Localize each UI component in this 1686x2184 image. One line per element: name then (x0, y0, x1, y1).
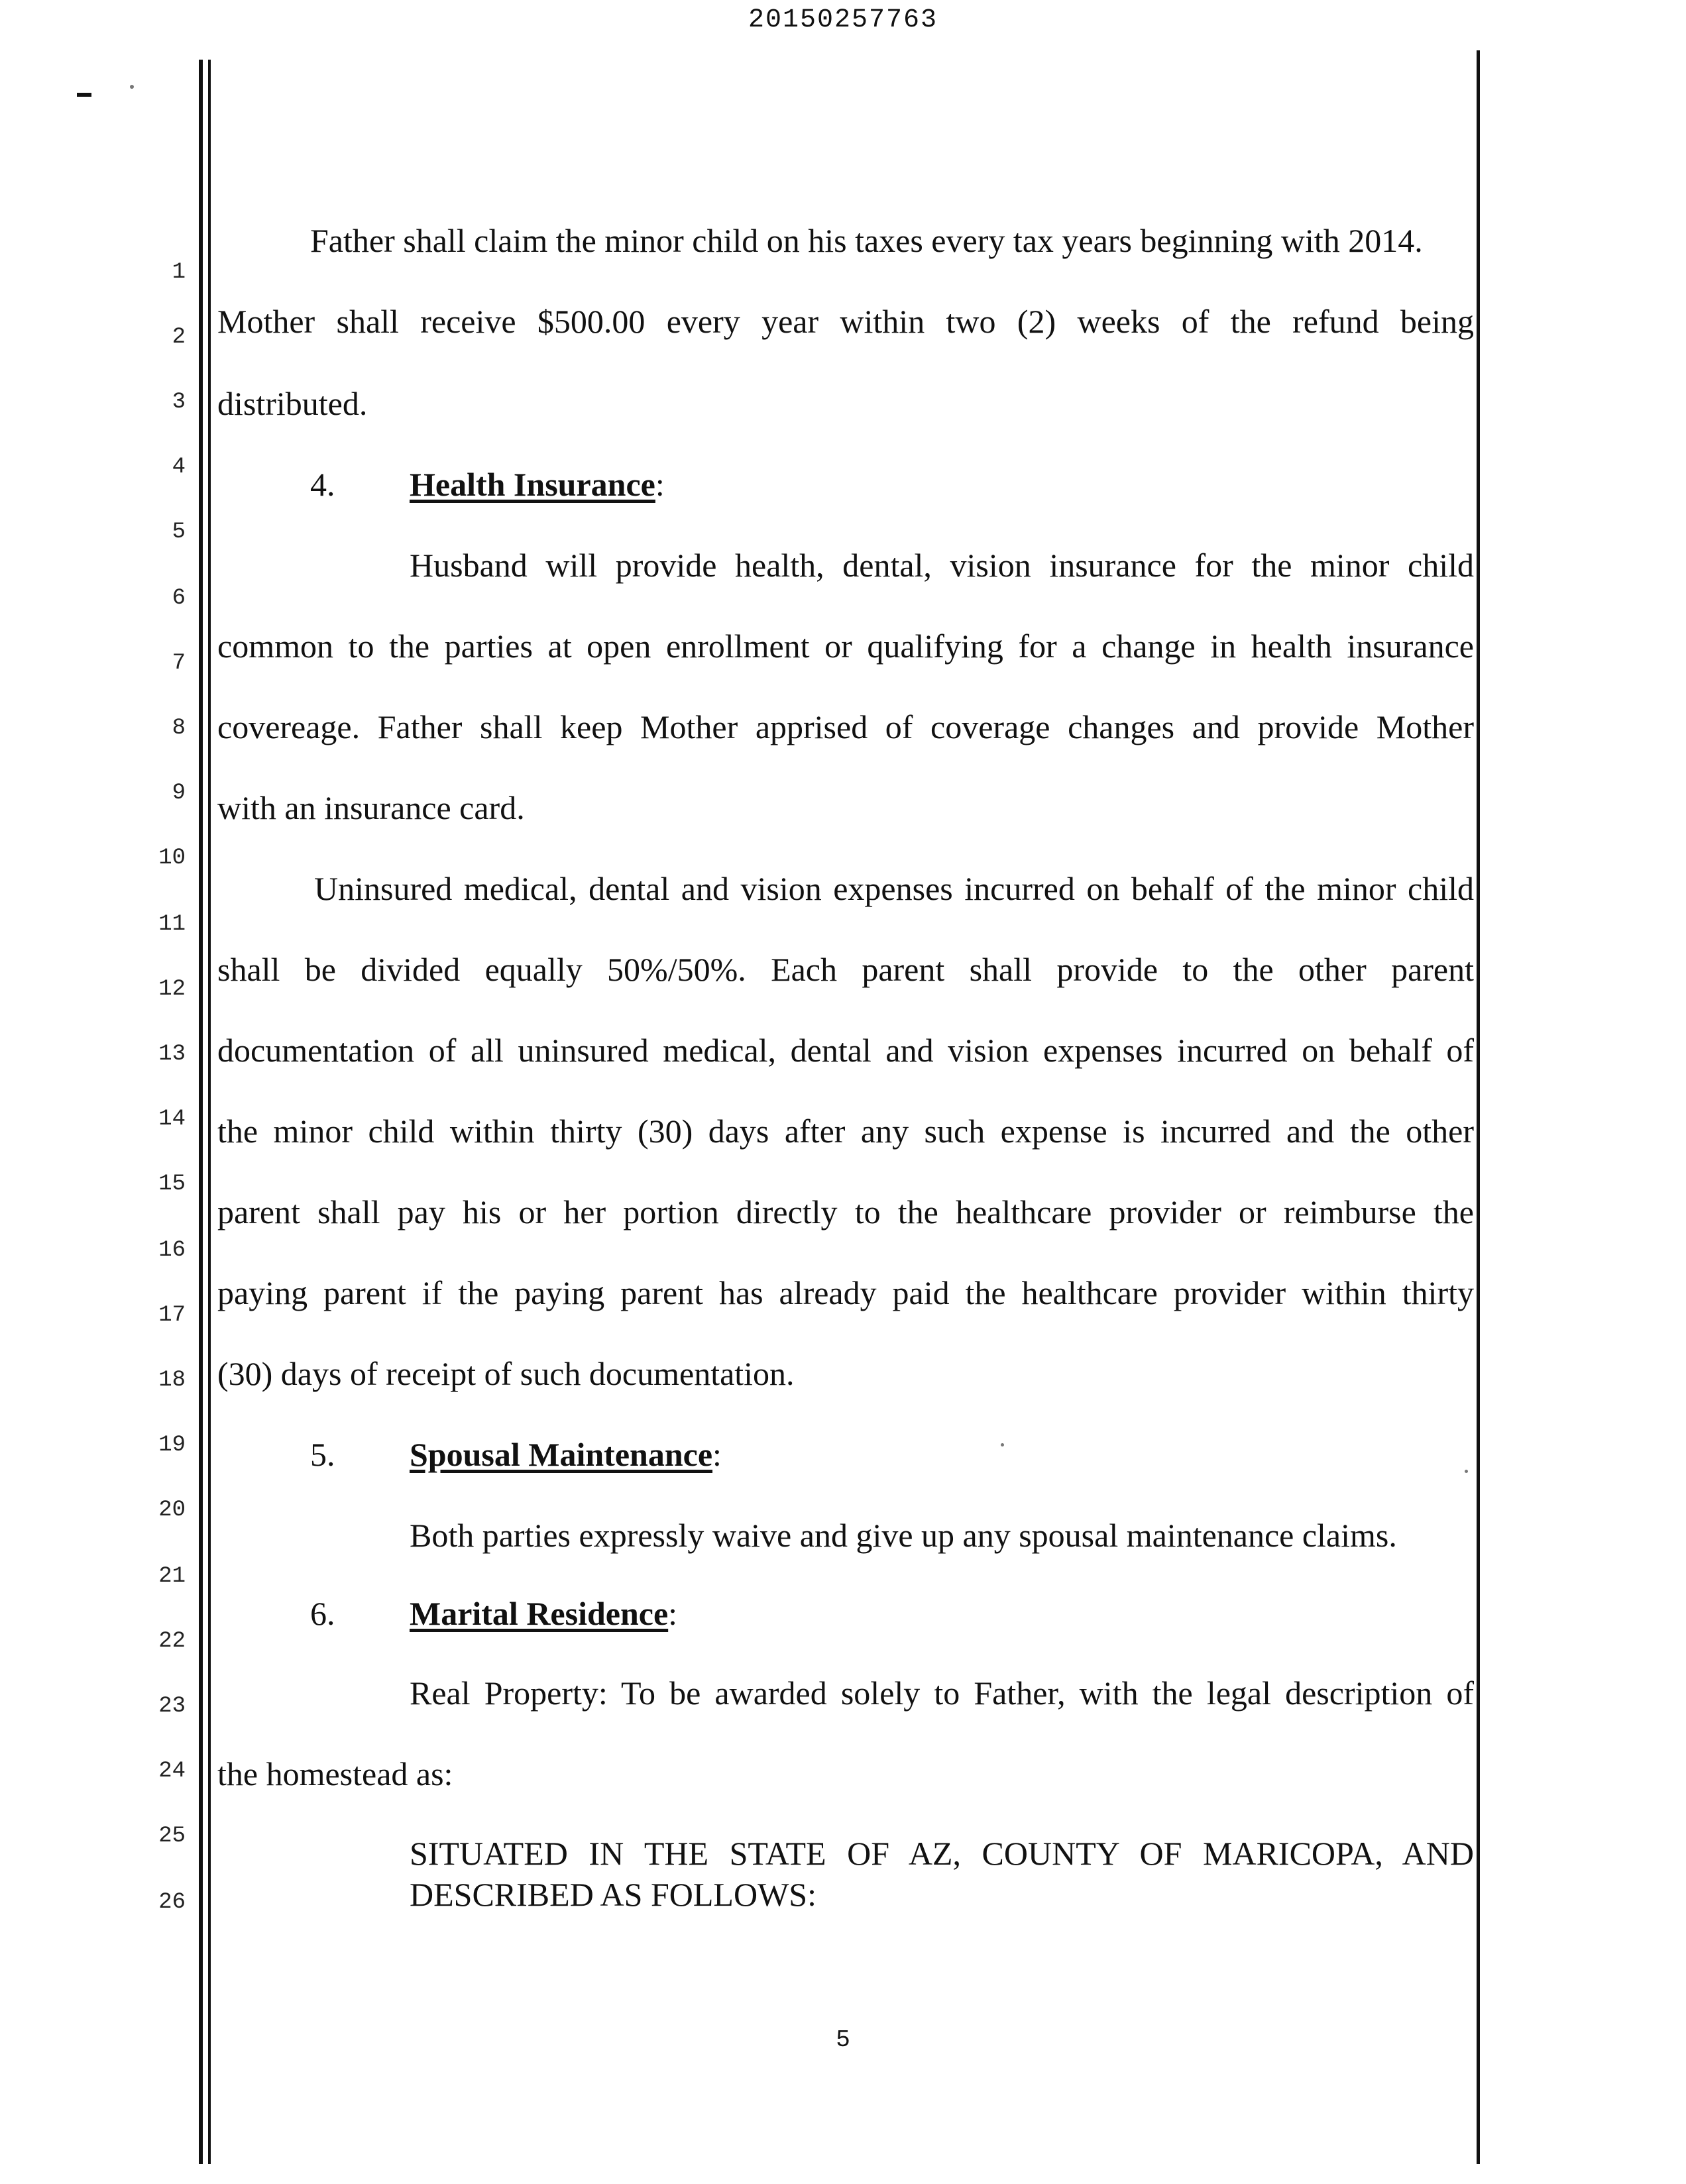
line-number: 16 (158, 1238, 186, 1263)
line-number: 5 (172, 519, 186, 545)
line-number: 24 (158, 1759, 186, 1784)
page-number: 5 (836, 2026, 850, 2053)
section-title: Health Insurance (410, 466, 655, 503)
section-number: 4. (310, 466, 335, 503)
line-number: 3 (172, 390, 186, 415)
section-title-colon: : (712, 1436, 722, 1473)
section-title: Marital Residence (410, 1595, 669, 1632)
line-number: 10 (158, 846, 186, 871)
line-number: 22 (158, 1629, 186, 1654)
left-margin-rule-inner (208, 60, 211, 2164)
line-number: 6 (172, 586, 186, 611)
body-line: (30) days of receipt of such documentation. (217, 1355, 795, 1392)
right-margin-rule (1477, 50, 1480, 2164)
line-number: 20 (158, 1498, 186, 1523)
line-number: 15 (158, 1172, 186, 1197)
section-title: Spousal Maintenance (410, 1436, 713, 1473)
body-line: the minor child within thirty (30) days after any such expense is incurred and the other (217, 1113, 1474, 1150)
line-number: 18 (158, 1368, 186, 1393)
section-title-colon: : (668, 1595, 678, 1632)
left-margin-rule (199, 60, 203, 2164)
body-line: Both parties expressly waive and give up any spousal maintenance claims. (410, 1517, 1397, 1554)
scan-mark (77, 93, 91, 97)
section-heading-marital-residence (310, 1597, 677, 1630)
body-line: covereage. Father shall keep Mother apprised of coverage changes and provide Mother (217, 708, 1474, 745)
section-title-colon: : (655, 466, 665, 503)
legal-description-line: DESCRIBED AS FOLLOWS: (410, 1876, 816, 1913)
body-line: documentation of all uninsured medical, dental and vision expenses incurred on behalf of (217, 1032, 1474, 1069)
body-line: Uninsured medical, dental and vision expenses incurred on behalf of the minor child (314, 870, 1474, 907)
line-number: 21 (158, 1564, 186, 1589)
body-line: Mother shall receive $500.00 every year within two (2) weeks of the refund being (217, 303, 1474, 340)
scan-speck (1001, 1443, 1004, 1447)
section-heading-health-insurance (310, 468, 665, 501)
body-line: parent shall pay his or her portion directly to the healthcare provider or reimburse the (217, 1193, 1474, 1230)
body-line: common to the parties at open enrollment or qualifying for a change in health insurance (217, 628, 1474, 665)
line-number: 2 (172, 325, 186, 350)
line-number: 26 (158, 1890, 186, 1915)
line-number: 13 (158, 1042, 186, 1067)
line-number: 12 (158, 977, 186, 1002)
line-number: 23 (158, 1694, 186, 1719)
line-number: 9 (172, 781, 186, 806)
document-number: 20150257763 (748, 5, 938, 35)
line-number: 17 (158, 1303, 186, 1328)
line-number: 1 (172, 260, 186, 285)
body-line: distributed. (217, 385, 368, 422)
body-line: shall be divided equally 50%/50%. Each parent shall provide to the other parent (217, 951, 1474, 988)
line-number: 19 (158, 1433, 186, 1458)
body-line: with an insurance card. (217, 789, 525, 826)
body-line: paying parent if the paying parent has already paid the healthcare provider within thirty (217, 1274, 1474, 1311)
line-number: 7 (172, 651, 186, 676)
body-line: Father shall claim the minor child on his taxes every tax years beginning with 2014. (310, 222, 1423, 259)
section-number: 6. (310, 1595, 335, 1632)
body-line: Real Property: To be awarded solely to Father, with the legal description of (410, 1674, 1474, 1712)
section-heading-spousal-maintenance (310, 1438, 722, 1471)
section-number: 5. (310, 1436, 335, 1473)
line-number: 4 (172, 455, 186, 480)
legal-description-line: SITUATED IN THE STATE OF AZ, COUNTY OF MARICOPA, AND (410, 1835, 1474, 1872)
line-number: 11 (158, 912, 186, 937)
body-line: Husband will provide health, dental, vision insurance for the minor child (410, 547, 1474, 584)
scan-speck (130, 85, 134, 89)
body-line: the homestead as: (217, 1755, 453, 1792)
line-number: 25 (158, 1824, 186, 1849)
line-number: 14 (158, 1107, 186, 1132)
line-number: 8 (172, 716, 186, 741)
scan-speck (1465, 1470, 1468, 1473)
